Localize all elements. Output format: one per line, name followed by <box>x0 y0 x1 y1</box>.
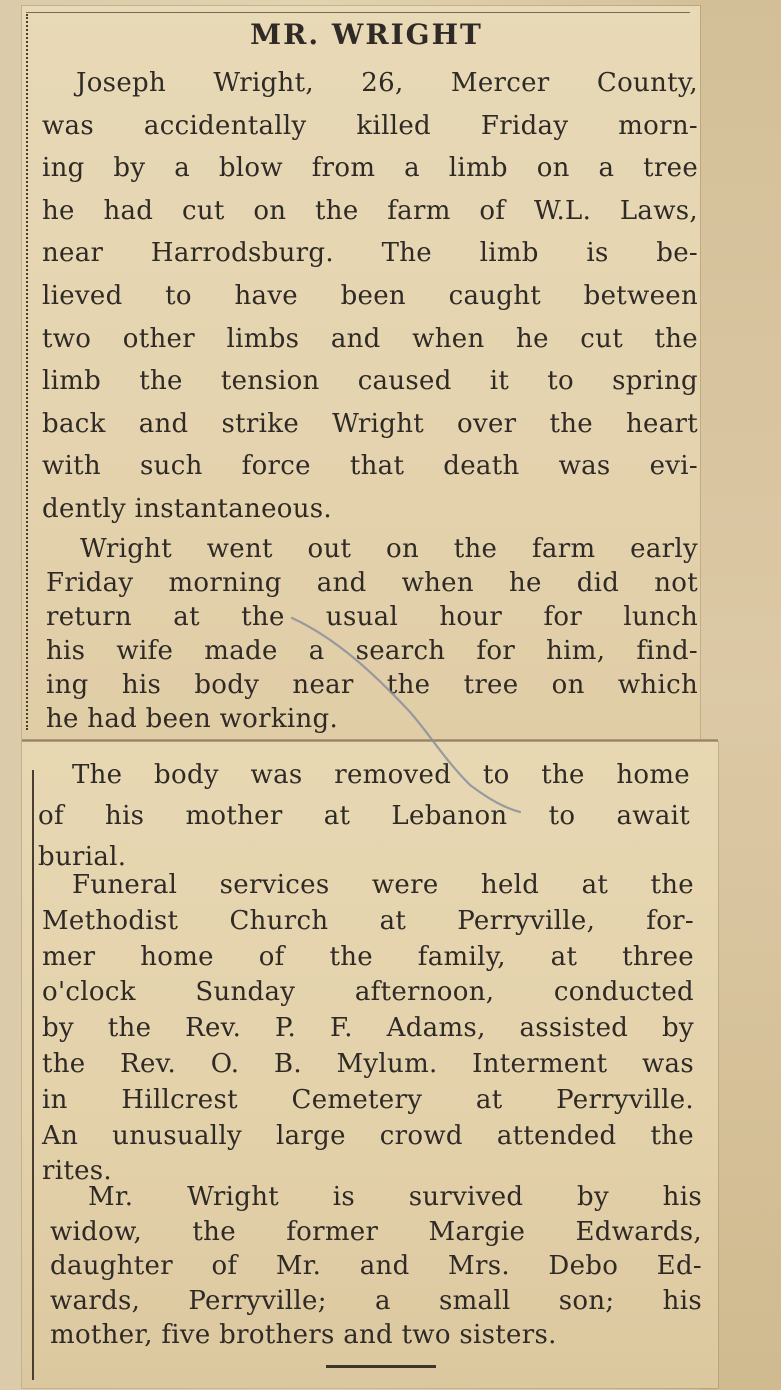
text-line: near Harrodsburg. The limb is be- <box>42 238 698 269</box>
paragraph-2 <box>46 532 698 736</box>
text-line: Funeral services were held at the <box>72 870 694 900</box>
text-line: Joseph Wright, 26, Mercer County, <box>76 68 698 98</box>
text-line: Wright went out on the farm early <box>80 534 698 564</box>
text-line: The body was removed to the home <box>72 760 690 790</box>
text-line: mother, five brothers and two sisters. <box>50 1320 557 1350</box>
text-line: ing by a blow from a limb on a tree <box>42 153 698 184</box>
end-rule <box>326 1365 436 1368</box>
paragraph-4 <box>42 868 694 1190</box>
text-line: ing his body near the tree on which <box>46 670 698 700</box>
text-line: burial. <box>38 842 127 872</box>
text-line: return at the usual hour for lunch <box>46 602 698 632</box>
text-line: the Rev. O. B. Mylum. Interment was <box>42 1048 694 1079</box>
left-column-rule-lower <box>32 770 35 1380</box>
text-line: Friday morning and when he did not <box>46 568 698 598</box>
text-line: limb the tension caused it to spring <box>42 366 698 397</box>
text-line: two other limbs and when he cut the <box>42 323 698 354</box>
text-line: rites. <box>42 1156 112 1187</box>
text-line: of his mother at Lebanon to await <box>38 801 690 831</box>
paragraph-1 <box>42 62 698 531</box>
text-line: he had cut on the farm of W.L. Laws, <box>42 195 698 226</box>
text-line: in Hillcrest Cemetery at Perryville. <box>42 1084 694 1115</box>
text-line: Mr. Wright is survived by his <box>88 1182 702 1212</box>
clipping-fold <box>22 739 718 742</box>
text-line: widow, the former Margie Edwards, <box>50 1216 702 1247</box>
headline: MR. WRIGHT <box>250 18 483 51</box>
text-line: by the Rev. P. F. Adams, assisted by <box>42 1013 694 1044</box>
text-line: dently instantaneous. <box>42 493 332 524</box>
text-line: o'clock Sunday afternoon, conducted <box>42 977 694 1008</box>
text-line: his wife made a search for him, find- <box>46 636 698 666</box>
paragraph-5 <box>50 1180 702 1353</box>
text-line: wards, Perryville; a small son; his <box>50 1285 702 1316</box>
text-line: he had been working. <box>46 704 339 734</box>
text-line: was accidentally killed Friday morn- <box>42 110 698 141</box>
text-line: lieved to have been caught between <box>42 280 698 311</box>
top-column-rule <box>26 12 690 13</box>
text-line: back and strike Wright over the heart <box>42 408 698 439</box>
left-column-rule <box>26 14 29 730</box>
text-line: mer home of the family, at three <box>42 941 694 972</box>
text-line: An unusually large crowd attended the <box>42 1120 694 1151</box>
paragraph-3 <box>38 755 690 878</box>
text-line: with such force that death was evi- <box>42 451 698 482</box>
text-line: daughter of Mr. and Mrs. Debo Ed- <box>50 1251 702 1281</box>
text-line: Methodist Church at Perryville, for- <box>42 905 694 936</box>
